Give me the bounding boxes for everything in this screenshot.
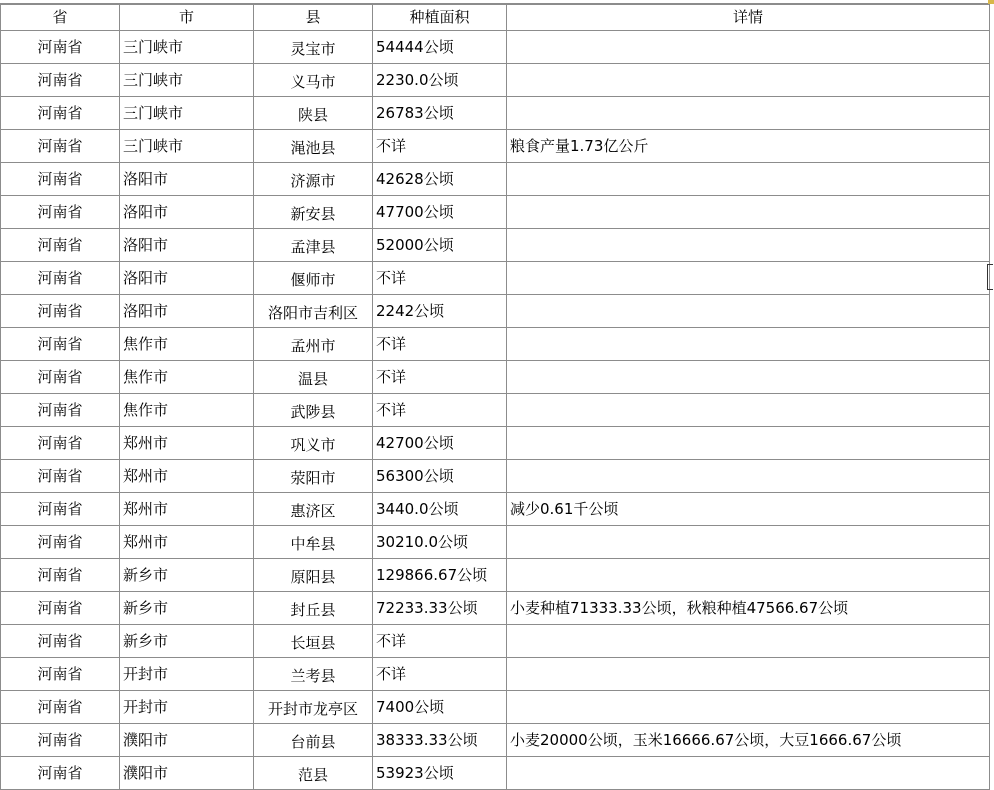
- cell-detail[interactable]: 粮食产量1.73亿公斤: [507, 130, 990, 163]
- cell-province[interactable]: 河南省: [1, 196, 120, 229]
- cell-detail[interactable]: [507, 361, 990, 394]
- cell-county[interactable]: 巩义市: [254, 427, 373, 460]
- cell-county[interactable]: 孟津县: [254, 229, 373, 262]
- cell-city[interactable]: 濮阳市: [120, 724, 254, 757]
- table-row: [1, 64, 990, 97]
- cell-province[interactable]: 河南省: [1, 526, 120, 559]
- table-row: [1, 361, 990, 394]
- cell-area[interactable]: 不详: [373, 130, 507, 163]
- cell-province[interactable]: 河南省: [1, 262, 120, 295]
- cell-county[interactable]: 新安县: [254, 196, 373, 229]
- cell-province[interactable]: 河南省: [1, 64, 120, 97]
- cell-county[interactable]: 荥阳市: [254, 460, 373, 493]
- cell-detail[interactable]: [507, 64, 990, 97]
- cell-county[interactable]: 温县: [254, 361, 373, 394]
- cell-city[interactable]: 洛阳市: [120, 295, 254, 328]
- cell-county[interactable]: 偃师市: [254, 262, 373, 295]
- cell-area[interactable]: 不详: [373, 658, 507, 691]
- cell-area[interactable]: 不详: [373, 262, 507, 295]
- cell-area[interactable]: 30210.0公顷: [373, 526, 507, 559]
- cell-area[interactable]: 26783公顷: [373, 97, 507, 130]
- cell-county[interactable]: 长垣县: [254, 625, 373, 658]
- cell-province[interactable]: 河南省: [1, 229, 120, 262]
- header-province[interactable]: 省: [1, 5, 120, 31]
- table-row: [1, 625, 990, 658]
- cell-city[interactable]: 郑州市: [120, 460, 254, 493]
- cell-province[interactable]: 河南省: [1, 559, 120, 592]
- cell-selection-handle[interactable]: [987, 264, 993, 290]
- cell-area[interactable]: 53923公顷: [373, 757, 507, 790]
- cell-area[interactable]: 38333.33公顷: [373, 724, 507, 757]
- cell-province[interactable]: 河南省: [1, 625, 120, 658]
- cell-province[interactable]: 河南省: [1, 163, 120, 196]
- cell-city[interactable]: 郑州市: [120, 427, 254, 460]
- cell-area[interactable]: 47700公顷: [373, 196, 507, 229]
- cell-province[interactable]: 河南省: [1, 493, 120, 526]
- table-row: [1, 196, 990, 229]
- cell-detail[interactable]: [507, 163, 990, 196]
- table-row: [1, 724, 990, 757]
- table-row: [1, 229, 990, 262]
- cell-detail[interactable]: [507, 757, 990, 790]
- cell-detail[interactable]: [507, 526, 990, 559]
- cell-county[interactable]: 范县: [254, 757, 373, 790]
- cell-city[interactable]: 三门峡市: [120, 97, 254, 130]
- cell-province[interactable]: 河南省: [1, 394, 120, 427]
- cell-county[interactable]: 洛阳市吉利区: [254, 295, 373, 328]
- table-row: [1, 460, 990, 493]
- table-row: [1, 31, 990, 64]
- cell-county[interactable]: 武陟县: [254, 394, 373, 427]
- table-row: [1, 130, 990, 163]
- cell-city[interactable]: 开封市: [120, 691, 254, 724]
- cell-detail[interactable]: [507, 328, 990, 361]
- header-county[interactable]: 县: [254, 5, 373, 31]
- table-row: [1, 328, 990, 361]
- cell-city[interactable]: 三门峡市: [120, 130, 254, 163]
- cell-city[interactable]: 洛阳市: [120, 262, 254, 295]
- cell-detail[interactable]: [507, 229, 990, 262]
- data-table: [0, 4, 990, 790]
- cell-city[interactable]: 焦作市: [120, 361, 254, 394]
- cell-area[interactable]: 不详: [373, 328, 507, 361]
- cell-detail[interactable]: [507, 295, 990, 328]
- cell-county[interactable]: 开封市龙亭区: [254, 691, 373, 724]
- cell-area[interactable]: 2230.0公顷: [373, 64, 507, 97]
- cell-city[interactable]: 三门峡市: [120, 31, 254, 64]
- cell-city[interactable]: 新乡市: [120, 625, 254, 658]
- cell-area[interactable]: 129866.67公顷: [373, 559, 507, 592]
- cell-city[interactable]: 濮阳市: [120, 757, 254, 790]
- cell-area[interactable]: 42700公顷: [373, 427, 507, 460]
- table-body: [1, 31, 990, 790]
- cell-area[interactable]: 7400公顷: [373, 691, 507, 724]
- cell-city[interactable]: 洛阳市: [120, 196, 254, 229]
- cell-county[interactable]: 惠济区: [254, 493, 373, 526]
- cell-province[interactable]: 河南省: [1, 328, 120, 361]
- cell-province[interactable]: 河南省: [1, 361, 120, 394]
- table-row: [1, 526, 990, 559]
- cell-province[interactable]: 河南省: [1, 31, 120, 64]
- cell-area[interactable]: 72233.33公顷: [373, 592, 507, 625]
- cell-area[interactable]: 3440.0公顷: [373, 493, 507, 526]
- cell-detail[interactable]: [507, 31, 990, 64]
- cell-county[interactable]: 济源市: [254, 163, 373, 196]
- cell-county[interactable]: 原阳县: [254, 559, 373, 592]
- cell-area[interactable]: 2242公顷: [373, 295, 507, 328]
- cell-county[interactable]: 陕县: [254, 97, 373, 130]
- cell-city[interactable]: 郑州市: [120, 493, 254, 526]
- cell-detail[interactable]: 减少0.61千公顷: [507, 493, 990, 526]
- cell-area[interactable]: 不详: [373, 361, 507, 394]
- table-row: [1, 163, 990, 196]
- table-row: [1, 658, 990, 691]
- cell-county[interactable]: 孟州市: [254, 328, 373, 361]
- cell-county[interactable]: 渑池县: [254, 130, 373, 163]
- cell-province[interactable]: 河南省: [1, 295, 120, 328]
- table-row: [1, 394, 990, 427]
- cell-city[interactable]: 新乡市: [120, 592, 254, 625]
- cell-city[interactable]: 焦作市: [120, 394, 254, 427]
- cell-area[interactable]: 54444公顷: [373, 31, 507, 64]
- cell-province[interactable]: 河南省: [1, 592, 120, 625]
- cell-city[interactable]: 开封市: [120, 658, 254, 691]
- cell-province[interactable]: 河南省: [1, 97, 120, 130]
- cell-city[interactable]: 洛阳市: [120, 229, 254, 262]
- cell-province[interactable]: 河南省: [1, 757, 120, 790]
- cell-county[interactable]: 灵宝市: [254, 31, 373, 64]
- table-row: [1, 295, 990, 328]
- cell-detail[interactable]: [507, 262, 990, 295]
- cell-detail[interactable]: [507, 196, 990, 229]
- header-area[interactable]: 种植面积: [373, 5, 507, 31]
- cell-city[interactable]: 焦作市: [120, 328, 254, 361]
- table-row: [1, 262, 990, 295]
- table-row: [1, 97, 990, 130]
- cell-county[interactable]: 封丘县: [254, 592, 373, 625]
- cell-area[interactable]: 不详: [373, 394, 507, 427]
- cell-province[interactable]: 河南省: [1, 691, 120, 724]
- cell-detail[interactable]: [507, 97, 990, 130]
- table-row: [1, 559, 990, 592]
- table-row: [1, 427, 990, 460]
- cell-detail[interactable]: [507, 658, 990, 691]
- cell-city[interactable]: 三门峡市: [120, 64, 254, 97]
- cell-detail[interactable]: 小麦20000公顷，玉米16666.67公顷，大豆1666.67公顷: [507, 724, 990, 757]
- cell-detail[interactable]: [507, 394, 990, 427]
- cell-province[interactable]: 河南省: [1, 724, 120, 757]
- cell-detail[interactable]: [507, 625, 990, 658]
- cell-area[interactable]: 不详: [373, 625, 507, 658]
- cell-detail[interactable]: [507, 460, 990, 493]
- table-row: [1, 493, 990, 526]
- cell-county[interactable]: 义马市: [254, 64, 373, 97]
- table-row: [1, 592, 990, 625]
- cell-province[interactable]: 河南省: [1, 658, 120, 691]
- header-city[interactable]: 市: [120, 5, 254, 31]
- cell-county[interactable]: 兰考县: [254, 658, 373, 691]
- header-row: [1, 5, 990, 31]
- cell-county[interactable]: 中牟县: [254, 526, 373, 559]
- cell-detail[interactable]: [507, 559, 990, 592]
- cell-detail[interactable]: [507, 427, 990, 460]
- cell-province[interactable]: 河南省: [1, 130, 120, 163]
- table-row: [1, 691, 990, 724]
- cell-detail[interactable]: 小麦种植71333.33公顷，秋粮种植47566.67公顷: [507, 592, 990, 625]
- cell-city[interactable]: 新乡市: [120, 559, 254, 592]
- cell-area[interactable]: 56300公顷: [373, 460, 507, 493]
- cell-area[interactable]: 42628公顷: [373, 163, 507, 196]
- cell-detail[interactable]: [507, 691, 990, 724]
- cell-city[interactable]: 郑州市: [120, 526, 254, 559]
- cell-province[interactable]: 河南省: [1, 460, 120, 493]
- cell-city[interactable]: 洛阳市: [120, 163, 254, 196]
- table-row: [1, 757, 990, 790]
- cell-county[interactable]: 台前县: [254, 724, 373, 757]
- cell-area[interactable]: 52000公顷: [373, 229, 507, 262]
- cell-province[interactable]: 河南省: [1, 427, 120, 460]
- header-detail[interactable]: 详情: [507, 5, 990, 31]
